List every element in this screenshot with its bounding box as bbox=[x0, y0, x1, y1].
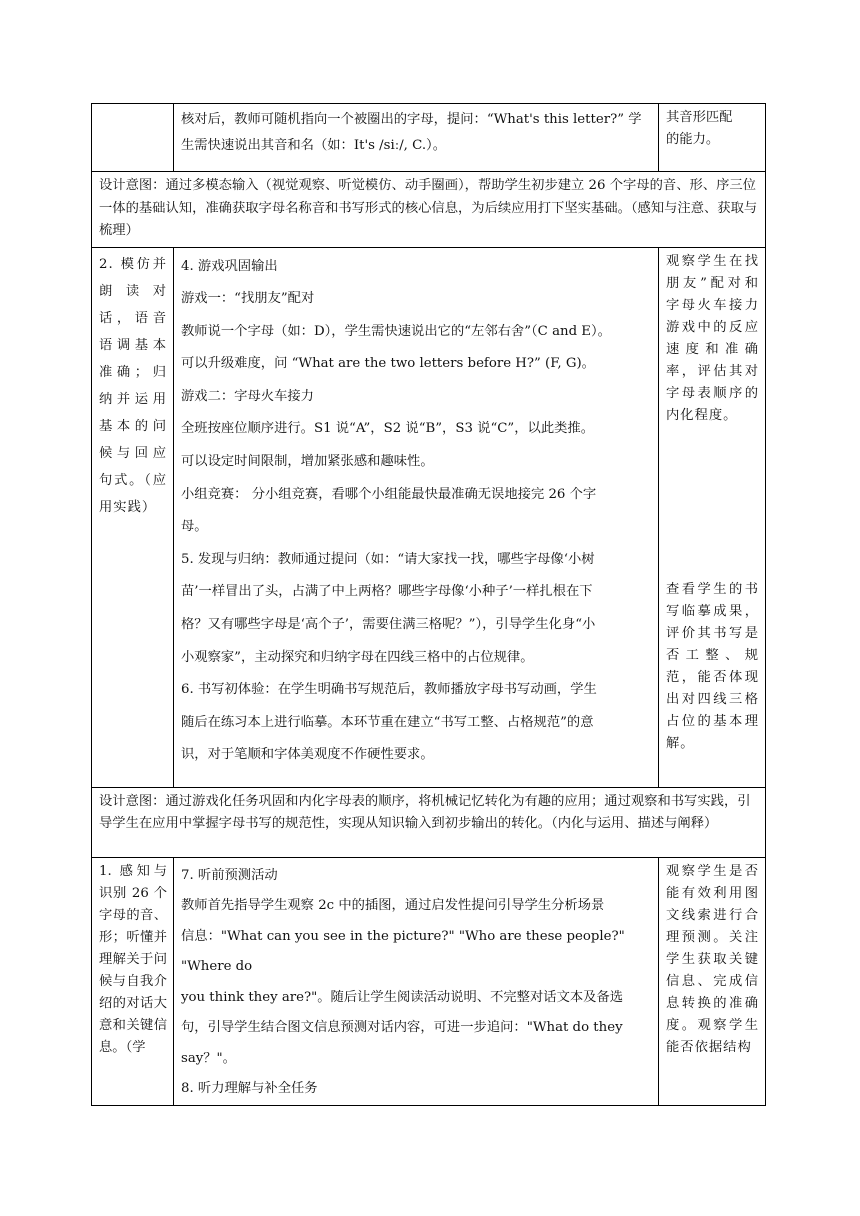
table-row bbox=[92, 172, 766, 248]
text-line: 核对后，教师可随机指向一个被圈出的字母，提问：“What's this letter?” 学 bbox=[181, 112, 642, 127]
activity-cell bbox=[174, 104, 659, 172]
text-line: 其音形匹配 bbox=[666, 110, 733, 125]
text-line: 小观察家”，主动探究和归纳字母在四线三格中的占位规律。 bbox=[181, 649, 534, 665]
text-line: 教师说一个字母（如：D），学生需快速说出它的“左邻右舍”（C and E）。 bbox=[181, 323, 611, 339]
lesson-plan-page bbox=[91, 103, 765, 1106]
text-line: 随后在练习本上进行临摹。本环节重在建立“书写工整、占格规范”的意 bbox=[181, 714, 594, 730]
text-line: 句，引导学生结合图文信息预测对话内容，可进一步追问："What do they bbox=[181, 1020, 623, 1035]
text-line: say？"。 bbox=[181, 1050, 236, 1066]
text-line: 8. 听力理解与补全任务 bbox=[181, 1081, 318, 1096]
text-line: 小组竞赛： 分小组竞赛，看哪个小组能最快最准确无误地接完 26 个字 bbox=[181, 486, 597, 502]
text-line: 生需快速说出其音和名（如：It's /siː/, C.）。 bbox=[181, 138, 447, 153]
text-line: 游戏二：字母火车接力 bbox=[181, 388, 314, 404]
text-line: 识，对于笔顺和字体美观度不作硬性要求。 bbox=[181, 747, 434, 763]
table-row bbox=[92, 787, 766, 857]
design-intent-2: 设计意图：通过游戏化任务巩固和内化字母表的顺序，将机械记忆转化为有趣的应用；通过观察和书写实践，引导学生在应用中掌握字母书写的规范性，实现从知识输入到初步输出的转化。（内化与运用、描述与阐释） bbox=[92, 787, 766, 857]
text-line: 的能力。 bbox=[666, 132, 720, 147]
design-intent-1: 设计意图：通过多模态输入（视觉观察、听觉模仿、动手圈画），帮助学生初步建立 26 个字母的音、形、序三位一体的基础认知，准确获取字母名称音和书写形式的核心信息，为后续应用打下坚实基础。（感知与注意、获取与梳理） bbox=[92, 172, 766, 248]
text-line: 可以设定时间限制，增加紧张感和趣味性。 bbox=[181, 454, 434, 470]
text-line: 全班按座位顺序进行。S1 说“A”，S2 说“B”，S3 说“C”，以此类推。 bbox=[181, 421, 595, 437]
activity-cell bbox=[174, 247, 659, 787]
lesson-plan-table bbox=[91, 103, 766, 1106]
objective-cell bbox=[92, 104, 174, 172]
text-line: 游戏一：“找朋友”配对 bbox=[181, 291, 315, 307]
text-line: 5. 发现与归纳：教师通过提问（如：“请大家找一找，哪些字母像‘小树 bbox=[181, 551, 595, 567]
table-row bbox=[92, 857, 766, 1105]
assessment-cell bbox=[659, 247, 766, 787]
text-line: 教师首先指导学生观察 2c 中的插图，通过启发性提问引导学生分析场景 bbox=[181, 898, 605, 913]
text-line: 4. 游戏巩固输出 bbox=[181, 258, 278, 274]
table-row bbox=[92, 104, 766, 172]
assessment-cell bbox=[659, 104, 766, 172]
text-line: 信息："What can you see in the picture?" "Who are these people?" "Where do bbox=[181, 928, 625, 974]
assessment-text-game: 观察学生在找朋友”配对和字母火车接力游戏中的反应速度和准确率，评估其对字母表顺序的内化程度。 bbox=[666, 253, 759, 423]
objective-cell: 2. 模仿并朗读对话，语音语调基本准确；归纳并运用基本的问候与回应句式。（应用实践） bbox=[92, 247, 174, 787]
activity-cell bbox=[174, 857, 659, 1105]
text-line: 7. 听前预测活动 bbox=[181, 867, 278, 883]
assessment-cell: 观察学生是否能有效利用图文线索进行合理预测。关注学生获取关键信息、完成信息转换的准确度。观察学生能否依据结构 bbox=[659, 857, 766, 1105]
text-line: 母。 bbox=[181, 519, 208, 535]
text-line: 6. 书写初体验：在学生明确书写规范后，教师播放字母书写动画，学生 bbox=[181, 682, 597, 698]
objective-cell: 1. 感知与识别 26 个字母的音、形；听懂并理解关于问候与自我介绍的对话大意和关键信息。（学 bbox=[92, 857, 174, 1105]
assessment-text-writing: 查看学生的书写临摹成果，评价其书写是否工整、规范，能否体现出对四线三格占位的基本理解。 bbox=[666, 581, 759, 751]
text-line: 格？又有哪些字母是‘高个子’，需要住满三格呢？”），引导学生化身“小 bbox=[181, 617, 596, 633]
text-line: 苗’一样冒出了头，占满了中上两格？哪些字母像‘小种子’一样扎根在下 bbox=[181, 584, 593, 600]
table-row bbox=[92, 247, 766, 787]
text-line: 可以升级难度，问 “What are the two letters before H?” (F, G)。 bbox=[181, 356, 595, 372]
text-line: you think they are?"。随后让学生阅读活动说明、不完整对话文本及备选 bbox=[181, 989, 624, 1005]
